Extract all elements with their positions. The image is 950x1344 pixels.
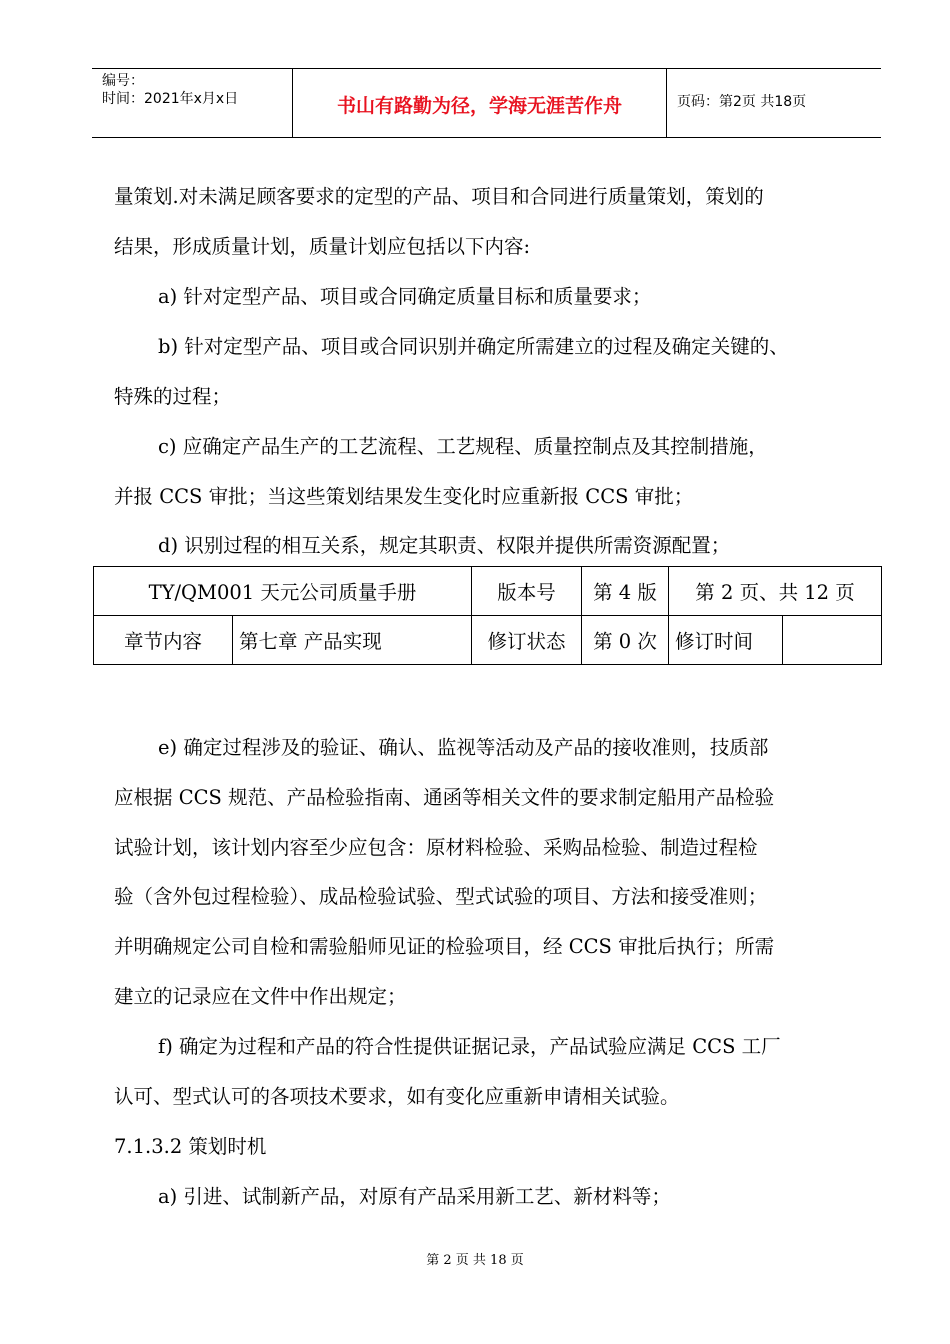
list-item-f: f) 确定为过程和产品的符合性提供证据记录，产品试验应满足 CCS 工厂: [158, 1035, 781, 1058]
document-info-table: [93, 566, 882, 665]
page-footer: 第 2 页 共 18 页: [426, 1253, 524, 1268]
page-info-cell: 第 2 页、共 12 页: [669, 567, 882, 616]
table-row: [94, 567, 882, 616]
list-item-b: b) 针对定型产品、项目或合同识别并确定所需建立的过程及确定关键的、: [158, 335, 789, 358]
header-motto-cell: [293, 69, 667, 137]
text-line: 量策划.对未满足顾客要求的定型的产品、项目和合同进行质量策划，策划的: [114, 185, 764, 208]
motto: 书山有路勤为径，学海无涯苦作舟: [336, 95, 622, 117]
section-label-cell: 章节内容: [94, 616, 233, 665]
document-time: 时间：2021年x月x日: [102, 91, 239, 107]
text-line: 认可、型式认可的各项技术要求，如有变化应重新申请相关试验。: [114, 1085, 680, 1108]
text-line: 结果，形成质量计划，质量计划应包括以下内容:: [114, 235, 531, 258]
document-number: 编号：: [102, 73, 144, 89]
list-item-d: d) 识别过程的相互关系，规定其职责、权限并提供所需资源配置；: [158, 534, 731, 557]
revision-time-cell: [783, 616, 882, 665]
text-line: 建立的记录应在文件中作出规定；: [114, 985, 407, 1008]
manual-title-cell: TY/QM001 天元公司质量手册: [94, 567, 472, 616]
text-line: 并报 CCS 审批；当这些策划结果发生变化时应重新报 CCS 审批；: [114, 485, 694, 508]
list-item-e: e) 确定过程涉及的验证、确认、监视等活动及产品的接收准则，技质部: [158, 736, 769, 759]
text-line: 验（含外包过程检验）、成品检验试验、型式试验的项目、方法和接受准则；: [114, 885, 768, 908]
list-item-c: c) 应确定产品生产的工艺流程、工艺规程、质量控制点及其控制措施，: [158, 435, 768, 458]
table-row: [94, 616, 882, 665]
revision-cell: 第 0 次: [582, 616, 669, 665]
header-meta-cell: [92, 69, 293, 137]
text-line: 并明确规定公司自检和需验船师见证的检验项目，经 CCS 审批后执行；所需: [114, 935, 775, 958]
text-line: 应根据 CCS 规范、产品检验指南、通函等相关文件的要求制定船用产品检验: [114, 786, 775, 809]
page-header: [92, 68, 881, 138]
revision-time-label-cell: 修订时间: [669, 616, 783, 665]
list-item-a: a) 引进、试制新产品，对原有产品采用新工艺、新材料等；: [158, 1185, 671, 1208]
version-cell: 第 4 版: [582, 567, 669, 616]
section-heading: 7.1.3.2 策划时机: [114, 1135, 267, 1158]
text-line: 特殊的过程；: [114, 385, 232, 408]
header-page-cell: [667, 69, 881, 137]
revision-label-cell: 修订状态: [472, 616, 582, 665]
version-label-cell: 版本号: [472, 567, 582, 616]
list-item-a: a) 针对定型产品、项目或合同确定质量目标和质量要求；: [158, 285, 652, 308]
section-cell: 第七章 产品实现: [233, 616, 472, 665]
text-line: 试验计划，该计划内容至少应包含：原材料检验、采购品检验、制造过程检: [114, 836, 758, 859]
header-page-number: 页码：第2页 共18页: [677, 94, 807, 110]
